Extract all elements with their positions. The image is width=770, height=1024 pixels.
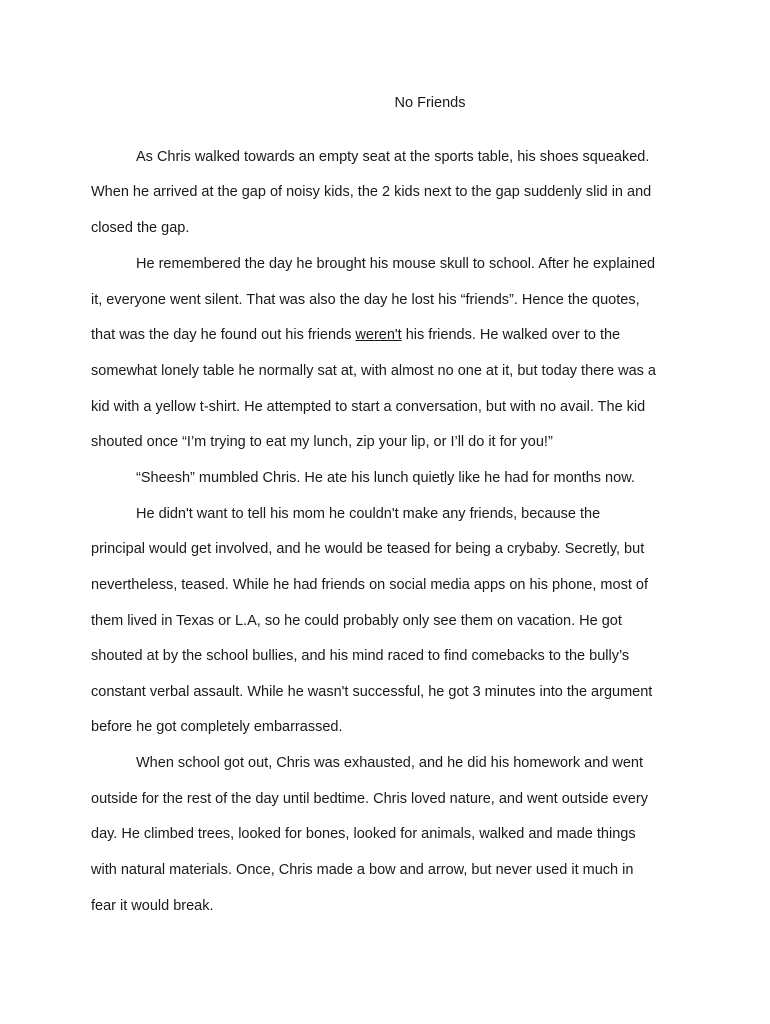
paragraph-4-line-5: shouted at by the school bullies, and his mind raced to find comebacks to the bully’s <box>91 648 630 664</box>
paragraph-2-line-3-after: his friends. He walked over to the <box>401 327 621 343</box>
paragraph-2-line-3 <box>91 326 620 344</box>
paragraph-5-line-5: fear it would break. <box>91 898 214 914</box>
paragraph-5-line-4: with natural materials. Once, Chris made a bow and arrow, but never used it much in <box>91 862 634 878</box>
paragraph-2-line-2: it, everyone went silent. That was also the day he lost his “friends”. Hence the quotes, <box>91 292 640 308</box>
paragraph-1-line-2: When he arrived at the gap of noisy kids, the 2 kids next to the gap suddenly slid in and <box>91 184 652 200</box>
paragraph-2-line-5: kid with a yellow t-shirt. He attempted to start a conversation, but with no avail. The kid <box>91 399 646 415</box>
paragraph-1-line-1: As Chris walked towards an empty seat at the sports table, his shoes squeaked. <box>136 149 650 165</box>
paragraph-2-line-6: shouted once “I’m trying to eat my lunch, zip your lip, or I’ll do it for you!” <box>91 434 553 450</box>
paragraph-4-line-4: them lived in Texas or L.A, so he could probably only see them on vacation. He got <box>91 613 622 629</box>
paragraph-2-line-3-before: that was the day he found out his friends <box>91 327 356 343</box>
paragraph-4-line-2: principal would get involved, and he would be teased for being a crybaby. Secretly, but <box>91 541 645 557</box>
paragraph-2-line-1: He remembered the day he brought his mouse skull to school. After he explained <box>136 256 656 272</box>
underlined-word: weren't <box>355 327 402 343</box>
paragraph-5-line-2: outside for the rest of the day until bedtime. Chris loved nature, and went outside every <box>91 791 648 807</box>
paragraph-5-line-1: When school got out, Chris was exhausted, and he did his homework and went <box>136 755 643 771</box>
paragraph-4-line-1: He didn't want to tell his mom he couldn't make any friends, because the <box>136 506 601 522</box>
paragraph-1-line-3: closed the gap. <box>91 220 190 236</box>
paragraph-3-line-1: “Sheesh” mumbled Chris. He ate his lunch quietly like he had for months now. <box>136 470 635 486</box>
document-title: No Friends <box>394 95 466 111</box>
paragraph-2-line-4: somewhat lonely table he normally sat at, with almost no one at it, but today there was a <box>91 363 656 379</box>
paragraph-5-line-3: day. He climbed trees, looked for bones, looked for animals, walked and made things <box>91 826 636 842</box>
paragraph-4-line-6: constant verbal assault. While he wasn't successful, he got 3 minutes into the argument <box>91 684 653 700</box>
paragraph-4-line-7: before he got completely embarrassed. <box>91 719 343 735</box>
paragraph-4-line-3: nevertheless, teased. While he had friends on social media apps on his phone, most of <box>91 577 648 593</box>
